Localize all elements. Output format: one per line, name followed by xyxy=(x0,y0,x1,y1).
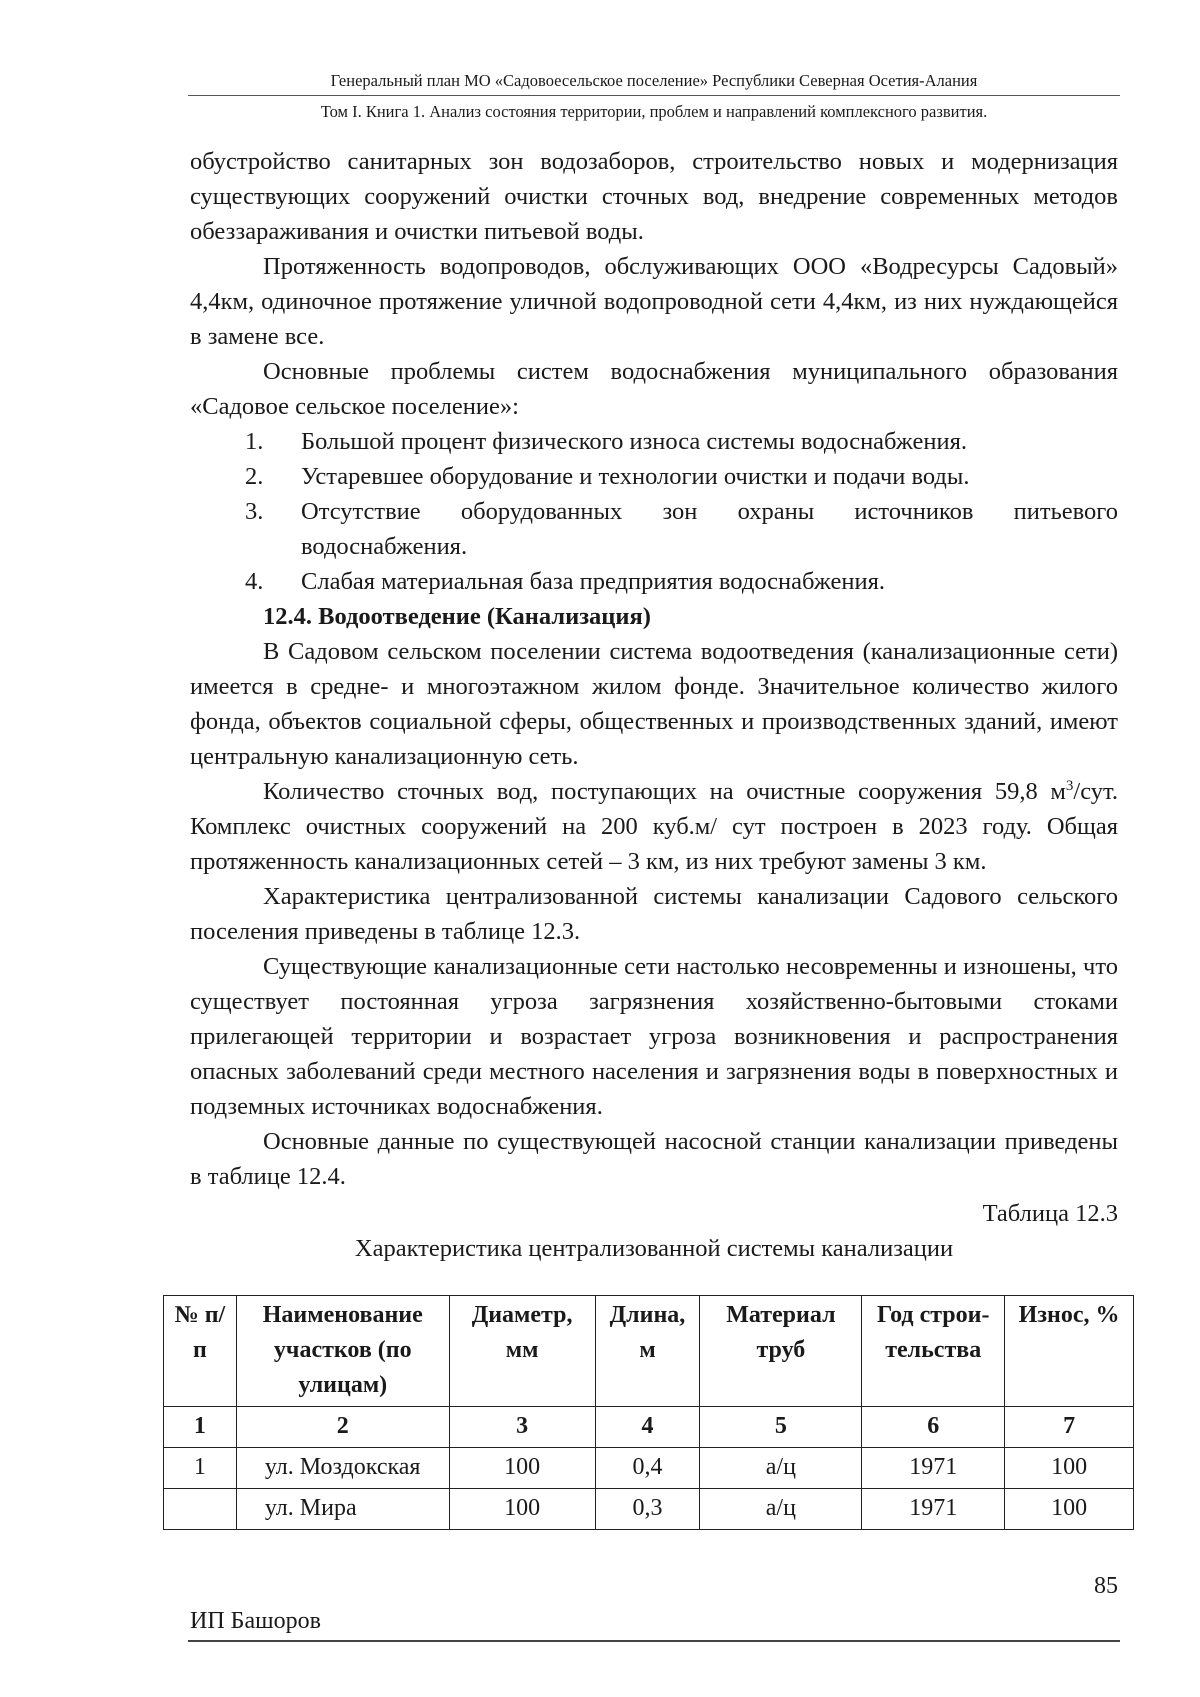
page-number: 85 xyxy=(1094,1573,1118,1599)
table-cell xyxy=(164,1489,237,1530)
table-cell: 3 xyxy=(449,1407,595,1448)
col-header-length: Длина, м xyxy=(595,1296,700,1407)
list-number: 4. xyxy=(245,568,264,595)
paragraph-4: В Садовом сельском поселении система водоотведения (канализационные сети) имеется в средне- и многоэтажном жилом фонде. Значительное количество жилого фонда, объектов социальной сферы, общественных и производственных зданий, имеют центральную канализационную сеть. xyxy=(190,638,1118,770)
table-cell: 7 xyxy=(1005,1407,1134,1448)
paragraph-5-part-a: Количество сточных вод, поступающих на очистные сооружения 59,8 м xyxy=(263,778,1066,805)
list-item xyxy=(190,564,1118,599)
table-cell: 100 xyxy=(449,1489,595,1530)
table-label: Таблица 12.3 xyxy=(982,1200,1118,1227)
paragraph-8: Основные данные по существующей насосной станции канализации приведены в таблице 12.4. xyxy=(190,1128,1118,1190)
paragraph-3: Основные проблемы систем водоснабжения муниципального образования «Садовое сельское поселение»: xyxy=(190,358,1118,420)
table-cell: 1971 xyxy=(862,1448,1005,1489)
table-cell: ул. Моздокская xyxy=(236,1448,449,1489)
sewer-table xyxy=(163,1295,1134,1530)
paragraph-5 xyxy=(190,774,1118,879)
list-item xyxy=(190,424,1118,459)
table-cell: 0,3 xyxy=(595,1489,700,1530)
section-heading: 12.4. Водоотведение (Канализация) xyxy=(263,603,651,630)
col-header-wear: Износ, % xyxy=(1005,1296,1134,1407)
header-rule xyxy=(188,95,1120,96)
paragraph-7: Существующие канализационные сети настолько несовременны и изношены, что существует постоянная угроза загрязнения хозяйственно-бытовыми стоками прилегающей территории и возрастает угроза возникновения и распространения опасных заболеваний среди местного населения и загрязнения воды в поверхностных и подземных источниках водоснабжения. xyxy=(190,953,1118,1120)
table-cell: 6 xyxy=(862,1407,1005,1448)
col-header-number: № п/ п xyxy=(164,1296,237,1407)
header-line-2: Том I. Книга 1. Анализ состояния территории, проблем и направлений комплексного развития. xyxy=(320,102,988,121)
list-number: 2. xyxy=(245,463,264,490)
table-cell: 100 xyxy=(1005,1489,1134,1530)
table-cell: а/ц xyxy=(700,1448,862,1489)
list-item xyxy=(190,459,1118,494)
list-text: Слабая материальная база предприятия водоснабжения. xyxy=(301,568,885,595)
table-cell: ул. Мира xyxy=(236,1489,449,1530)
list-text: Устаревшее оборудование и технологии очистки и подачи воды. xyxy=(301,463,970,490)
col-header-name: Наименование участков (по улицам) xyxy=(236,1296,449,1407)
col-header-material: Материал труб xyxy=(700,1296,862,1407)
footer-author: ИП Башоров xyxy=(190,1608,321,1634)
table-row xyxy=(164,1448,1134,1489)
table-cell: 0,4 xyxy=(595,1448,700,1489)
table-cell: 5 xyxy=(700,1407,862,1448)
table-cell: 100 xyxy=(449,1448,595,1489)
list-item xyxy=(190,494,1118,564)
table-cell: 1971 xyxy=(862,1489,1005,1530)
header-line-1: Генеральный план МО «Садовоесельское поселение» Республики Северная Осетия-Алания xyxy=(330,71,978,90)
table-cell: 2 xyxy=(236,1407,449,1448)
table-cell: 1 xyxy=(164,1448,237,1489)
superscript-3: 3 xyxy=(1065,777,1074,794)
col-header-diameter: Диаметр, мм xyxy=(449,1296,595,1407)
table-title: Характеристика централизованной системы канализации xyxy=(354,1235,954,1262)
paragraph-2: Протяженность водопроводов, обслуживающих ООО «Водресурсы Садовый» 4,4км, одиночное протяжение уличной водопроводной сети 4,4км, из них нуждающейся в замене все. xyxy=(190,253,1118,350)
list-text: Большой процент физического износа системы водоснабжения. xyxy=(301,428,968,455)
paragraph-5-part-b: /сут. Комплекс очистных сооружений на 200 куб.м/ сут построен в 2023 году. Общая протяженность канализационных сетей – 3 км, из них требуют замены 3 км. xyxy=(190,778,1118,875)
list-text: Отсутствие оборудованных зон охраны источников питьевого водоснабжения. xyxy=(301,498,1118,560)
table-cell: 4 xyxy=(595,1407,700,1448)
col-header-year: Год строи-тельства xyxy=(862,1296,1005,1407)
list-number: 3. xyxy=(245,498,264,525)
paragraph-6: Характеристика централизованной системы канализации Садового сельского поселения приведены в таблице 12.3. xyxy=(190,883,1118,945)
body-text xyxy=(190,144,1118,1266)
list-number: 1. xyxy=(245,428,264,455)
table-cell: а/ц xyxy=(700,1489,862,1530)
footer-rule xyxy=(188,1640,1120,1642)
paragraph-1: обустройство санитарных зон водозаборов, строительство новых и модернизация существующих сооружений очистки сточных вод, внедрение современных методов обеззараживания и очистки питьевой воды. xyxy=(190,148,1118,245)
table-cell: 1 xyxy=(164,1407,237,1448)
table-cell: 100 xyxy=(1005,1448,1134,1489)
table-index-row xyxy=(164,1407,1134,1448)
table-header-row xyxy=(164,1296,1134,1407)
table-row xyxy=(164,1489,1134,1530)
